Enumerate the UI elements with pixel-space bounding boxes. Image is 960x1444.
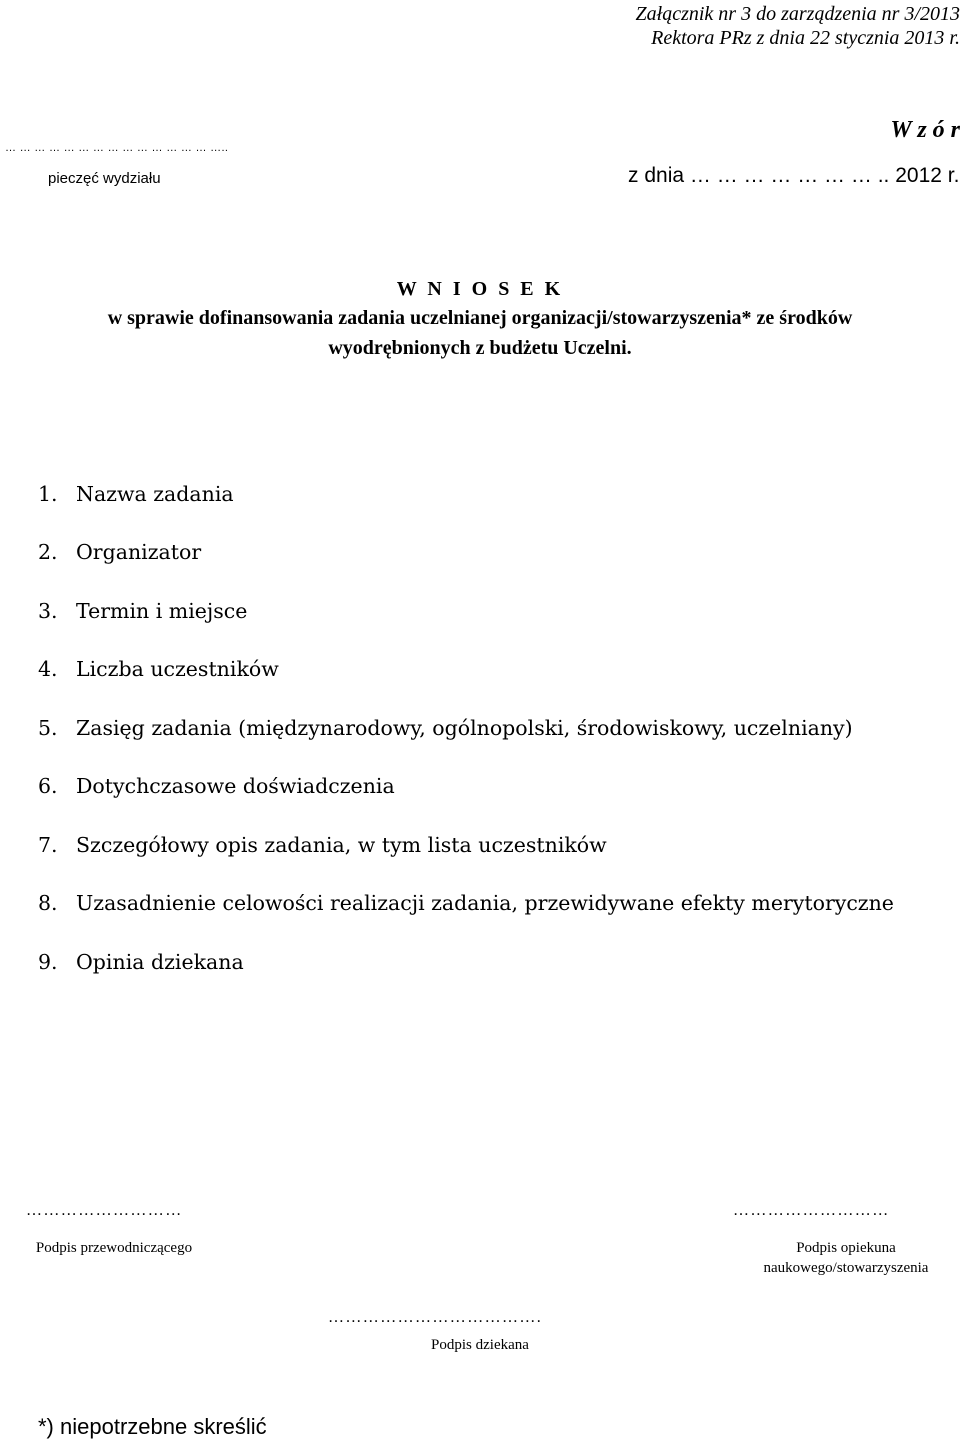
item-label: Zasięg zadania (międzynarodowy, ogólnopolski, środowiskowy, uczelniany): [76, 716, 853, 740]
advisor-signature-label-line-1: Podpis opiekuna: [796, 1240, 896, 1256]
item-number: 7.: [38, 833, 58, 857]
form-item-organizer: [38, 538, 201, 566]
advisor-signature-line: ………………………: [733, 1202, 890, 1219]
form-item-justification: [38, 889, 894, 917]
form-item-task-description: [38, 831, 607, 859]
form-item-experience: [38, 772, 395, 800]
stamp-label: pieczęć wydziału: [48, 170, 161, 187]
document-subtitle-line-1: w sprawie dofinansowania zadania uczelnianej organizacji/stowarzyszenia* ze środków: [107, 307, 853, 329]
item-number: 4.: [38, 657, 58, 681]
item-number: 3.: [38, 599, 58, 623]
chair-signature-label: Podpis przewodniczącego: [35, 1240, 193, 1256]
item-number: 2.: [38, 540, 58, 564]
form-item-participant-count: [38, 655, 279, 683]
template-label: W z ó r: [890, 117, 960, 143]
item-number: 1.: [38, 482, 58, 506]
form-item-task-name: [38, 480, 234, 508]
item-number: 5.: [38, 716, 58, 740]
item-label: Uzasadnienie celowości realizacji zadania, przewidywane efekty merytoryczne: [76, 891, 894, 915]
item-number: 9.: [38, 950, 58, 974]
date-field: z dnia … … … … … … … .. 2012 r.: [628, 164, 960, 187]
item-label: Opinia dziekana: [76, 950, 244, 974]
footnote: *) niepotrzebne skreślić: [38, 1414, 267, 1439]
item-label: Termin i miejsce: [76, 599, 248, 623]
item-number: 8.: [38, 891, 58, 915]
form-item-dean-opinion: [38, 948, 244, 976]
document-subtitle-line-2: wyodrębnionych z budżetu Uczelni.: [328, 337, 632, 359]
form-item-date-place: [38, 597, 247, 625]
advisor-signature-label-line-2: naukowego/stowarzyszenia: [763, 1260, 929, 1276]
item-label: Dotychczasowe doświadczenia: [76, 774, 395, 798]
item-label: Liczba uczestników: [76, 657, 279, 681]
item-label: Organizator: [76, 540, 202, 564]
annex-reference-line-1: Załącznik nr 3 do zarządzenia nr 3/2013: [635, 3, 960, 25]
stamp-placeholder-dots: … … … … … … … … … … … … … … …..: [5, 142, 229, 154]
document-title: W N I O S E K: [396, 278, 564, 300]
dean-signature-label: Podpis dziekana: [431, 1337, 529, 1353]
item-number: 6.: [38, 774, 58, 798]
dean-signature-line: ……………………………….: [328, 1309, 543, 1326]
chair-signature-line: ………………………: [26, 1202, 183, 1219]
item-label: Szczegółowy opis zadania, w tym lista uczestników: [76, 833, 607, 857]
item-label: Nazwa zadania: [76, 482, 234, 506]
form-item-task-scope: [38, 714, 853, 742]
annex-reference-line-2: Rektora PRz z dnia 22 stycznia 2013 r.: [651, 27, 960, 49]
